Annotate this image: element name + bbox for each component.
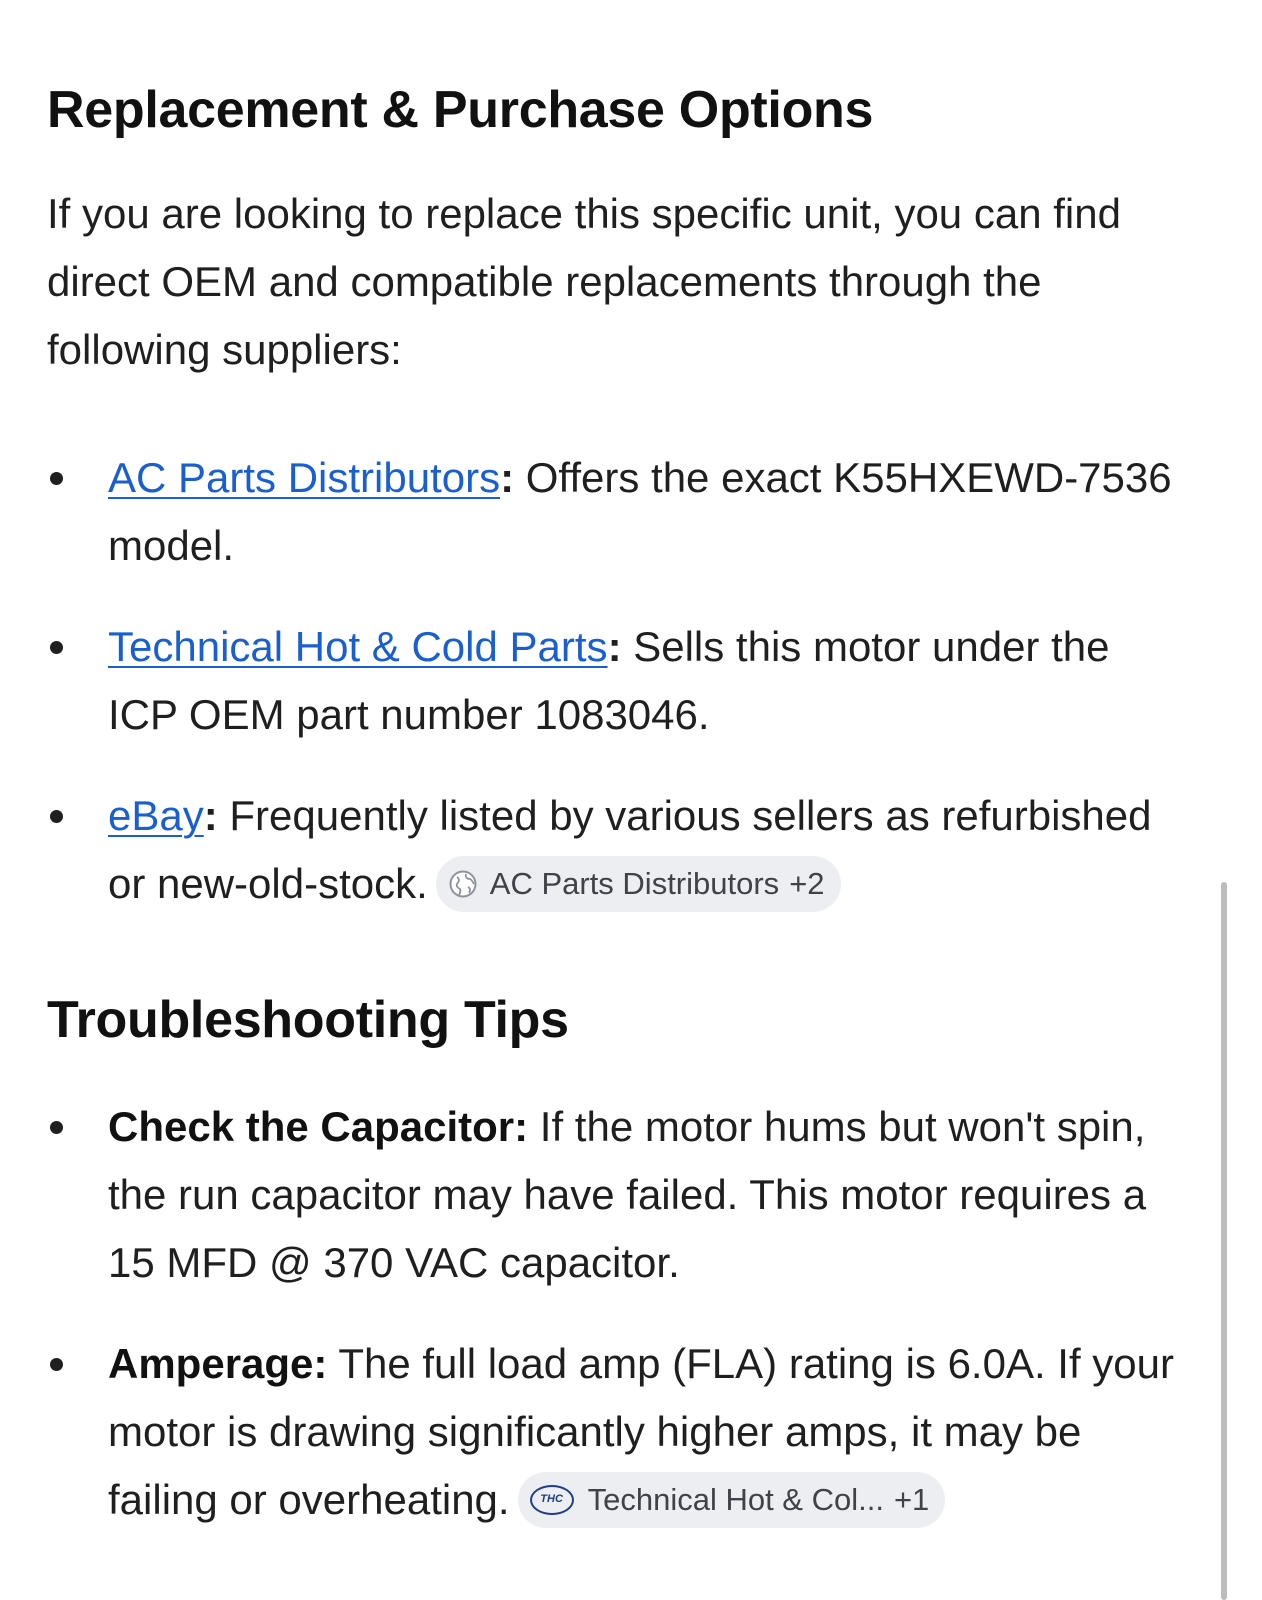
bullet-icon [50, 810, 63, 823]
tip-title: Check the Capacitor: [108, 1103, 529, 1150]
source-chip-ac-parts[interactable] [436, 856, 841, 912]
bullet-icon [50, 1358, 63, 1371]
section-heading-replacement: Replacement & Purchase Options [47, 81, 874, 139]
tip-title: Amperage: [108, 1340, 328, 1387]
supplier-description: Offers the exact K55HXEWD-7536 model. [108, 454, 1172, 569]
section-heading-troubleshooting: Troubleshooting Tips [47, 991, 569, 1049]
list-item [47, 613, 1187, 749]
troubleshooting-section [47, 982, 1187, 1534]
source-chip-label: AC Parts Distributors [489, 865, 780, 901]
replacement-intro: If you are looking to replace this specific unit, you can find direct OEM and compatible replacements through the following suppliers: [47, 190, 1121, 373]
globe-icon [448, 869, 478, 899]
supplier-link-technical-hot-cold-parts[interactable]: Technical Hot & Cold Parts [108, 623, 608, 670]
supplier-link-ac-parts-distributors[interactable]: AC Parts Distributors [108, 454, 501, 501]
list-item [47, 444, 1187, 580]
tips-list [47, 1093, 1187, 1534]
supplier-description: Sells this motor under the ICP OEM part number 1083046. [108, 623, 1110, 738]
supplier-description: Frequently listed by various sellers as refurbished or new-old-stock. [108, 792, 1152, 907]
source-chip-count: +1 [893, 1481, 930, 1517]
supplier-list [47, 444, 1187, 918]
source-chip-technical-hot-cold[interactable] [518, 1472, 946, 1528]
source-chip-label: Technical Hot & Col... [587, 1481, 884, 1517]
colon: : [500, 454, 515, 501]
colon: : [203, 792, 218, 839]
scrollbar[interactable] [1221, 882, 1227, 1600]
response-content [47, 72, 1187, 1534]
list-item [47, 782, 1187, 918]
list-item [47, 1093, 1187, 1297]
bullet-icon [50, 472, 63, 485]
replacement-section [47, 72, 1187, 918]
source-chip-count: +2 [789, 865, 825, 901]
colon: : [607, 623, 622, 670]
bullet-icon [50, 1121, 63, 1134]
tip-text: If the motor hums but won't spin, the run capacitor may have failed. This motor requires a 15 MFD @ 370 VAC capacitor. [108, 1103, 1147, 1286]
tip-text: The full load amp (FLA) rating is 6.0A. If your motor is drawing significantly higher amps, it may be failing or overheating. [108, 1340, 1175, 1523]
thc-logo-icon: THC [530, 1485, 574, 1515]
bullet-icon [50, 641, 63, 654]
supplier-link-ebay[interactable]: eBay [108, 792, 204, 839]
list-item [47, 1330, 1187, 1534]
